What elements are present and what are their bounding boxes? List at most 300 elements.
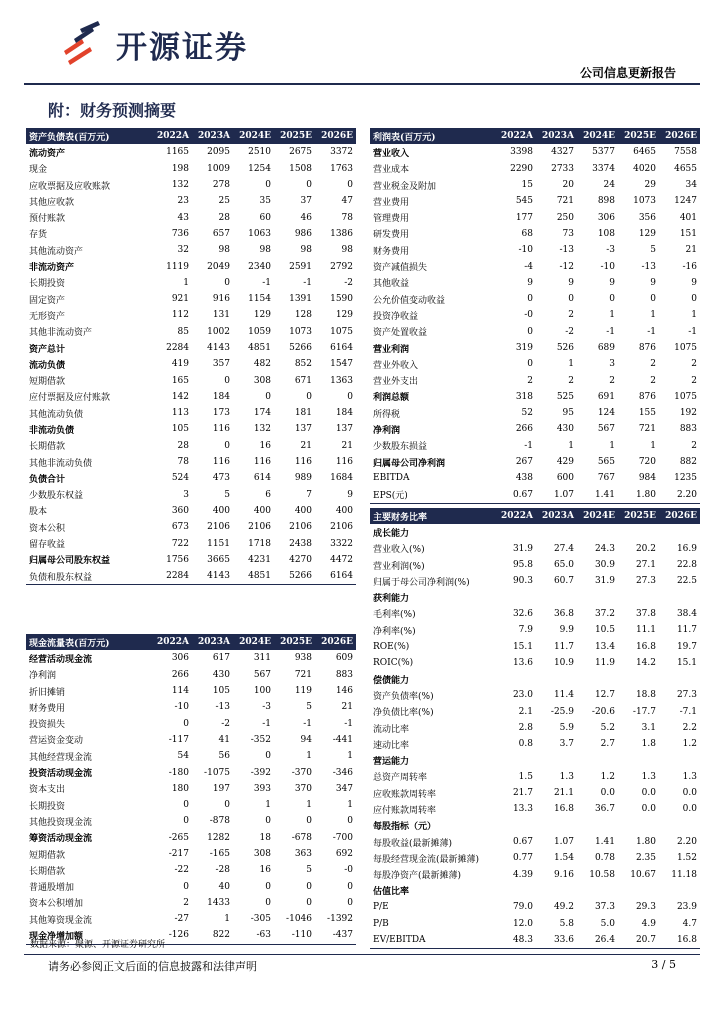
- value-cell: 614: [253, 473, 271, 484]
- value-cell: 1.3: [559, 771, 574, 782]
- table-row: [370, 736, 700, 752]
- value-cell: [536, 671, 577, 687]
- value-cell: 2284: [151, 568, 192, 585]
- table-row: [370, 834, 700, 850]
- value-cell: 1: [306, 800, 312, 811]
- value-cell: -2: [344, 277, 353, 288]
- table-row: [26, 519, 356, 535]
- value-cell: 23.0: [512, 690, 533, 701]
- table-row: [370, 340, 700, 356]
- value-cell: 0.0: [641, 788, 656, 799]
- value-cell: 1756: [166, 554, 189, 565]
- value-cell: 78: [341, 212, 353, 223]
- value-cell: -13: [559, 245, 574, 256]
- value-cell: 11.18: [671, 869, 697, 880]
- value-cell: 1: [347, 751, 353, 762]
- table-row: [370, 704, 700, 720]
- row-label: 营业收入(%): [373, 545, 425, 556]
- row-label: 归属于母公司净利润(%): [373, 577, 470, 588]
- value-cell: 137: [294, 424, 312, 435]
- value-cell: 0.67: [495, 487, 536, 504]
- value-cell: 12.0: [512, 918, 533, 929]
- value-cell: 0: [306, 391, 312, 402]
- row-label: 估值比率: [373, 887, 410, 898]
- year-header: 2026E: [315, 128, 356, 144]
- value-cell: 79.0: [512, 902, 533, 913]
- table-row: [370, 867, 700, 883]
- value-cell: 2.1: [518, 706, 533, 717]
- value-cell: 0: [183, 881, 189, 892]
- table-title: 利润表(百万元): [370, 128, 495, 144]
- table-row: [26, 421, 356, 437]
- table-row: [370, 541, 700, 557]
- value-cell: 1235: [674, 473, 697, 484]
- value-cell: 27.3: [676, 690, 697, 701]
- table-row: [26, 193, 356, 209]
- value-cell: -2: [565, 326, 574, 337]
- row-label: 利润总额: [373, 393, 410, 404]
- value-cell: 2: [609, 375, 615, 386]
- value-cell: 98: [341, 245, 353, 256]
- row-label: 筹资活动现金流: [29, 834, 93, 845]
- value-cell: 41: [218, 734, 230, 745]
- value-cell: 9: [568, 277, 574, 288]
- year-header: 2026E: [659, 128, 700, 144]
- value-cell: 2106: [289, 522, 312, 533]
- value-cell: 4.9: [641, 918, 656, 929]
- value-cell: 1075: [674, 391, 697, 402]
- year-header: 2023A: [536, 508, 577, 524]
- value-cell: 98: [218, 245, 230, 256]
- row-label: 每股经营现金流(最新摊薄): [373, 854, 480, 865]
- value-cell: 1: [609, 440, 615, 451]
- value-cell: [659, 589, 700, 605]
- value-cell: 1.54: [553, 853, 574, 864]
- row-label: 无形资产: [29, 311, 66, 322]
- value-cell: -352: [250, 734, 271, 745]
- value-cell: 43: [177, 212, 189, 223]
- value-cell: 20.7: [618, 932, 659, 949]
- income-statement-table: [370, 128, 700, 504]
- value-cell: 7: [306, 489, 312, 500]
- table-row: [26, 438, 356, 454]
- value-cell: 174: [253, 408, 271, 419]
- row-label: 非流动负债: [29, 425, 75, 436]
- value-cell: [577, 752, 618, 768]
- table-row: [26, 177, 356, 193]
- value-cell: 60.7: [553, 576, 574, 587]
- value-cell: 2106: [248, 522, 271, 533]
- row-label: 留存收益: [29, 540, 66, 551]
- table-row: [26, 161, 356, 177]
- table-row: [370, 177, 700, 193]
- value-cell: 319: [515, 343, 533, 353]
- row-label: P/B: [373, 918, 389, 929]
- table-row: [26, 389, 356, 405]
- value-cell: 1: [347, 800, 353, 811]
- row-label: 现金: [29, 165, 48, 176]
- row-label: EV/EBITDA: [370, 932, 495, 949]
- value-cell: 1: [691, 310, 697, 321]
- value-cell: 916: [212, 294, 230, 305]
- value-cell: 565: [597, 457, 615, 468]
- value-cell: 56: [218, 751, 230, 762]
- row-label: 长期借款: [29, 442, 66, 453]
- value-cell: 31.9: [512, 543, 533, 554]
- table-row: [26, 667, 356, 683]
- value-cell: 0.77: [512, 853, 533, 864]
- value-cell: 657: [212, 228, 230, 239]
- value-cell: 2438: [289, 538, 312, 549]
- year-header: 2026E: [659, 508, 700, 524]
- value-cell: -1: [262, 277, 271, 288]
- row-label: 营业利润: [373, 344, 410, 355]
- value-cell: 9.9: [559, 625, 574, 636]
- value-cell: 2: [568, 375, 574, 386]
- value-cell: 3398: [510, 147, 533, 158]
- value-cell: 1: [650, 310, 656, 321]
- row-label: 资本支出: [29, 785, 66, 796]
- table-row: [370, 589, 700, 605]
- value-cell: 180: [171, 783, 189, 794]
- value-cell: 767: [597, 473, 615, 484]
- value-cell: 0: [527, 294, 533, 305]
- value-cell: -1: [303, 277, 312, 288]
- table-row: [370, 161, 700, 177]
- value-cell: 0: [265, 816, 271, 827]
- value-cell: 1: [183, 277, 189, 288]
- value-cell: 347: [335, 783, 353, 794]
- value-cell: 21: [341, 440, 353, 451]
- table-row: [26, 275, 356, 291]
- value-cell: 267: [515, 457, 533, 468]
- financial-ratios-table: [370, 508, 700, 949]
- row-label: 营业利润(%): [373, 561, 425, 572]
- value-cell: 165: [171, 375, 189, 386]
- value-cell: -1: [344, 718, 353, 729]
- value-cell: 0: [265, 897, 271, 908]
- value-cell: -13: [641, 261, 656, 272]
- value-cell: 0: [347, 881, 353, 892]
- table-row: [26, 242, 356, 258]
- value-cell: 1.3: [682, 771, 697, 782]
- value-cell: 4.7: [682, 918, 697, 929]
- value-cell: 898: [597, 196, 615, 207]
- table-row: [26, 911, 356, 927]
- value-cell: 822: [192, 927, 233, 944]
- value-cell: 90.3: [512, 576, 533, 587]
- value-cell: 671: [294, 375, 312, 386]
- value-cell: 0: [224, 800, 230, 811]
- value-cell: 6: [265, 489, 271, 500]
- value-cell: 108: [597, 228, 615, 239]
- value-cell: 1: [306, 751, 312, 762]
- value-cell: 9: [691, 277, 697, 288]
- value-cell: -370: [291, 767, 312, 778]
- year-header: 2025E: [274, 128, 315, 144]
- table-row: [370, 687, 700, 703]
- row-label: 净利率(%): [373, 626, 416, 637]
- value-cell: -441: [332, 734, 353, 745]
- table-title: 资产负债表(百万元): [26, 128, 151, 144]
- value-cell: 19.7: [676, 641, 697, 652]
- value-cell: [618, 671, 659, 687]
- value-cell: 16: [259, 865, 271, 876]
- value-cell: 2: [650, 375, 656, 386]
- value-cell: 0: [347, 897, 353, 908]
- table-row: [26, 878, 356, 894]
- value-cell: 1684: [330, 473, 353, 484]
- value-cell: -126: [151, 927, 192, 944]
- value-cell: 60: [259, 212, 271, 223]
- value-cell: 1590: [330, 294, 353, 305]
- value-cell: 52: [521, 408, 533, 419]
- value-cell: 3665: [207, 554, 230, 565]
- value-cell: 1002: [207, 326, 230, 337]
- value-cell: 5266: [274, 568, 315, 585]
- value-cell: 65.0: [553, 560, 574, 571]
- value-cell: 363: [294, 849, 312, 859]
- value-cell: [495, 589, 536, 605]
- value-cell: -1: [524, 440, 533, 451]
- value-cell: 266: [171, 669, 189, 680]
- value-cell: -4: [524, 261, 533, 272]
- value-cell: -1: [262, 718, 271, 729]
- table-row: [26, 813, 356, 829]
- value-cell: 5.8: [559, 918, 574, 929]
- value-cell: 181: [294, 408, 312, 419]
- value-cell: 3.1: [641, 723, 656, 733]
- value-cell: 2591: [289, 261, 312, 272]
- value-cell: 2792: [330, 261, 353, 272]
- row-label: P/E: [373, 902, 389, 913]
- value-cell: 100: [253, 686, 271, 697]
- footer-divider: [24, 954, 700, 955]
- value-cell: 2284: [166, 343, 189, 353]
- value-cell: 921: [171, 294, 189, 305]
- value-cell: 0.0: [600, 788, 615, 799]
- table-row: [26, 830, 356, 846]
- value-cell: 7558: [674, 147, 697, 158]
- value-cell: 105: [171, 424, 189, 435]
- value-cell: 567: [253, 669, 271, 680]
- value-cell: 3: [183, 489, 189, 500]
- row-label: 其他投资现金流: [29, 817, 93, 828]
- row-label: 预付账款: [29, 214, 66, 225]
- row-label: 应收票据及应收账款: [29, 181, 111, 192]
- value-cell: 73: [562, 228, 574, 239]
- value-cell: 0.8: [518, 739, 533, 750]
- row-label: 负债合计: [29, 474, 66, 485]
- table-row: [370, 307, 700, 323]
- row-label: 长期借款: [29, 866, 66, 877]
- value-cell: 12.7: [594, 690, 615, 701]
- value-cell: 9: [609, 277, 615, 288]
- value-cell: 1075: [330, 326, 353, 337]
- year-header: 2023A: [536, 128, 577, 144]
- value-cell: 1151: [207, 538, 230, 549]
- value-cell: 1363: [330, 375, 353, 386]
- value-cell: 2.20: [659, 487, 700, 504]
- year-header: 2024E: [577, 128, 618, 144]
- table-row: [370, 883, 700, 899]
- row-label: 每股收益(最新摊薄): [373, 838, 453, 849]
- value-cell: 13.3: [512, 804, 533, 815]
- value-cell: 40: [218, 881, 230, 892]
- table-row: [370, 752, 700, 768]
- table-row: [370, 454, 700, 470]
- value-cell: 0: [306, 881, 312, 892]
- value-cell: 1.80: [618, 487, 659, 504]
- value-cell: 0: [265, 751, 271, 762]
- value-cell: 1282: [207, 832, 230, 843]
- value-cell: 16.8: [635, 641, 656, 652]
- table-row: [370, 242, 700, 258]
- value-cell: 308: [253, 849, 271, 859]
- table-row: [370, 421, 700, 437]
- value-cell: 16: [259, 440, 271, 451]
- value-cell: 116: [212, 457, 230, 468]
- table-row: [26, 862, 356, 878]
- row-label: ROE(%): [373, 641, 410, 652]
- row-label: 其他筹资现金流: [29, 915, 93, 926]
- value-cell: 198: [171, 163, 189, 174]
- value-cell: -110: [274, 927, 315, 944]
- table-row: [370, 193, 700, 209]
- value-cell: -678: [291, 832, 312, 843]
- value-cell: 21: [685, 245, 697, 256]
- value-cell: 2.8: [518, 723, 533, 733]
- value-cell: [618, 524, 659, 540]
- value-cell: 1.2: [600, 771, 615, 782]
- value-cell: 5: [650, 245, 656, 256]
- value-cell: 177: [515, 212, 533, 223]
- table-title: 主要财务比率: [370, 508, 495, 524]
- table-row: [26, 226, 356, 242]
- value-cell: 4270: [289, 554, 312, 565]
- value-cell: 882: [679, 457, 697, 468]
- value-cell: 2: [568, 310, 574, 321]
- value-cell: 22.5: [676, 576, 697, 587]
- value-cell: 129: [335, 310, 353, 321]
- value-cell: [536, 883, 577, 899]
- value-cell: 25: [218, 196, 230, 207]
- value-cell: 24.3: [594, 543, 615, 554]
- row-label: 流动比率: [373, 724, 410, 735]
- value-cell: 984: [638, 473, 656, 484]
- value-cell: 16.9: [676, 543, 697, 554]
- row-label: 净利润: [373, 425, 401, 436]
- table-row: [370, 258, 700, 274]
- value-cell: 32: [177, 245, 189, 256]
- value-cell: 132: [253, 424, 271, 435]
- value-cell: 1059: [248, 326, 271, 337]
- table-row: [26, 781, 356, 797]
- value-cell: 430: [556, 424, 574, 435]
- value-cell: 526: [556, 343, 574, 353]
- row-label: 营业收入: [373, 148, 410, 159]
- value-cell: 54: [177, 751, 189, 762]
- value-cell: [536, 589, 577, 605]
- table-row: [26, 683, 356, 699]
- value-cell: 2049: [207, 261, 230, 272]
- value-cell: 131: [212, 310, 230, 321]
- value-cell: 16.8: [659, 932, 700, 949]
- row-label: 长期投资: [29, 279, 66, 290]
- table-row: [370, 915, 700, 931]
- value-cell: 2: [527, 375, 533, 386]
- value-cell: 27.3: [635, 576, 656, 587]
- value-cell: 4472: [330, 554, 353, 565]
- value-cell: 852: [294, 359, 312, 370]
- value-cell: 129: [253, 310, 271, 321]
- row-label: 净负债比率(%): [373, 708, 434, 719]
- value-cell: 722: [171, 538, 189, 549]
- value-cell: 151: [679, 228, 697, 239]
- value-cell: -2: [221, 718, 230, 729]
- value-cell: 4655: [674, 163, 697, 174]
- value-cell: 37: [300, 196, 312, 207]
- value-cell: 23: [177, 196, 189, 207]
- value-cell: 114: [171, 686, 189, 697]
- value-cell: 1433: [207, 897, 230, 908]
- value-cell: 2: [183, 897, 189, 908]
- table-row: [26, 552, 356, 568]
- value-cell: 4851: [248, 343, 271, 353]
- value-cell: 0: [265, 881, 271, 892]
- value-cell: 1386: [330, 228, 353, 239]
- year-header: 2022A: [151, 128, 192, 144]
- value-cell: 6164: [315, 568, 356, 585]
- value-cell: 4231: [248, 554, 271, 565]
- value-cell: 27.1: [635, 560, 656, 571]
- value-cell: -180: [168, 767, 189, 778]
- value-cell: 617: [212, 653, 230, 664]
- table-row: [26, 307, 356, 323]
- value-cell: 876: [638, 391, 656, 402]
- value-cell: 85: [177, 326, 189, 337]
- row-label: 长期投资: [29, 801, 66, 812]
- value-cell: 1547: [330, 359, 353, 370]
- value-cell: 673: [171, 522, 189, 533]
- table-row: [26, 650, 356, 666]
- value-cell: 129: [638, 228, 656, 239]
- value-cell: -25.9: [550, 706, 574, 717]
- value-cell: 883: [335, 669, 353, 680]
- row-label: 现金净增加额: [26, 927, 151, 944]
- value-cell: 400: [335, 505, 353, 516]
- value-cell: -117: [168, 734, 189, 745]
- row-label: 营业外收入: [373, 360, 419, 371]
- value-cell: 2: [650, 359, 656, 370]
- value-cell: 5: [306, 865, 312, 876]
- row-label: 资产负债率(%): [373, 691, 434, 702]
- year-header: 2022A: [495, 508, 536, 524]
- value-cell: -10: [518, 245, 533, 256]
- section-title: 附：财务预测摘要: [48, 101, 177, 120]
- value-cell: 10.5: [594, 625, 615, 636]
- row-label: 少数股东权益: [29, 491, 84, 502]
- value-cell: 35: [259, 196, 271, 207]
- table-row: [26, 209, 356, 225]
- row-label: 公允价值变动收益: [373, 295, 446, 306]
- table-row: [370, 638, 700, 654]
- row-label: 其他应收款: [29, 197, 75, 208]
- value-cell: 308: [253, 375, 271, 386]
- value-cell: 5: [224, 489, 230, 500]
- value-cell: 48.3: [495, 932, 536, 949]
- value-cell: 36.7: [594, 804, 615, 815]
